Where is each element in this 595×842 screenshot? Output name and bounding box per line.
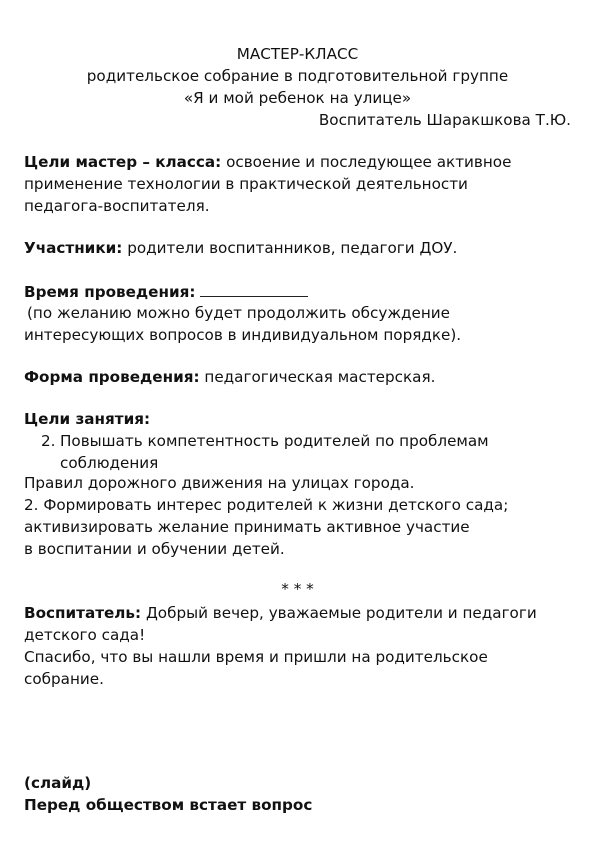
section-separator: * * * bbox=[281, 580, 314, 598]
lesson-goal-line-6: в воспитании и обучении детей. bbox=[24, 540, 285, 558]
lesson-goals-label-text: Цели занятия: bbox=[24, 410, 151, 428]
time-label: Время проведения: bbox=[24, 283, 196, 301]
form-paragraph bbox=[24, 368, 435, 386]
goals-text-2: применение технологии в практической деятельности bbox=[24, 175, 468, 193]
goals-text-3: педагога-воспитателя. bbox=[24, 197, 210, 215]
participants-text: родители воспитанников, педагоги ДОУ. bbox=[127, 239, 458, 257]
doc-topic: «Я и мой ребенок на улице» bbox=[183, 89, 412, 107]
speech-text-4: собрание. bbox=[24, 670, 104, 688]
participants-paragraph bbox=[24, 239, 457, 257]
slide-marker bbox=[24, 774, 91, 792]
goals-text-1: освоение и последующее активное bbox=[226, 153, 512, 171]
form-text: педагогическая мастерская. bbox=[204, 368, 436, 386]
slide-marker-text: (слайд) bbox=[24, 774, 92, 792]
lesson-goal-line-5: активизировать желание принимать активное участие bbox=[24, 518, 470, 536]
lesson-goal-item-text-2: соблюдения bbox=[60, 454, 159, 472]
speech-label: Воспитатель: bbox=[24, 604, 142, 622]
speech-text-1: Добрый вечер, уважаемые родители и педагоги bbox=[145, 604, 537, 622]
time-blank-line bbox=[200, 282, 308, 297]
time-paragraph bbox=[24, 282, 308, 301]
form-label: Форма проведения: bbox=[24, 368, 200, 386]
doc-title: МАСТЕР-КЛАСС bbox=[236, 45, 359, 63]
time-note-2: интересующих вопросов в индивидуальном порядке). bbox=[24, 326, 462, 344]
goals-label: Цели мастер – класса: bbox=[24, 153, 222, 171]
speech-text-2: детского сада! bbox=[24, 626, 146, 644]
lesson-goal-line-4: 2. Формировать интерес родителей к жизни детского сада; bbox=[24, 496, 509, 514]
lesson-goal-line-3: Правил дорожного движения на улицах города. bbox=[24, 474, 415, 492]
speech-paragraph bbox=[24, 604, 537, 622]
participants-label: Участники: bbox=[24, 239, 123, 257]
lesson-goal-item-number: 2. bbox=[41, 432, 56, 450]
question-heading bbox=[24, 796, 312, 814]
goals-paragraph bbox=[24, 153, 511, 171]
time-note-1: (по желанию можно будет продолжить обсуждение bbox=[27, 304, 450, 322]
question-heading-text: Перед обществом встает вопрос bbox=[24, 796, 313, 814]
lesson-goals-label bbox=[24, 410, 150, 428]
doc-subtitle: родительское собрание в подготовительной группе bbox=[86, 67, 509, 85]
doc-author: Воспитатель Шаракшкова Т.Ю. bbox=[318, 111, 571, 129]
lesson-goal-item-text-1: Повышать компетентность родителей по проблемам bbox=[60, 432, 489, 450]
speech-text-3: Спасибо, что вы нашли время и пришли на родительское bbox=[24, 648, 488, 666]
